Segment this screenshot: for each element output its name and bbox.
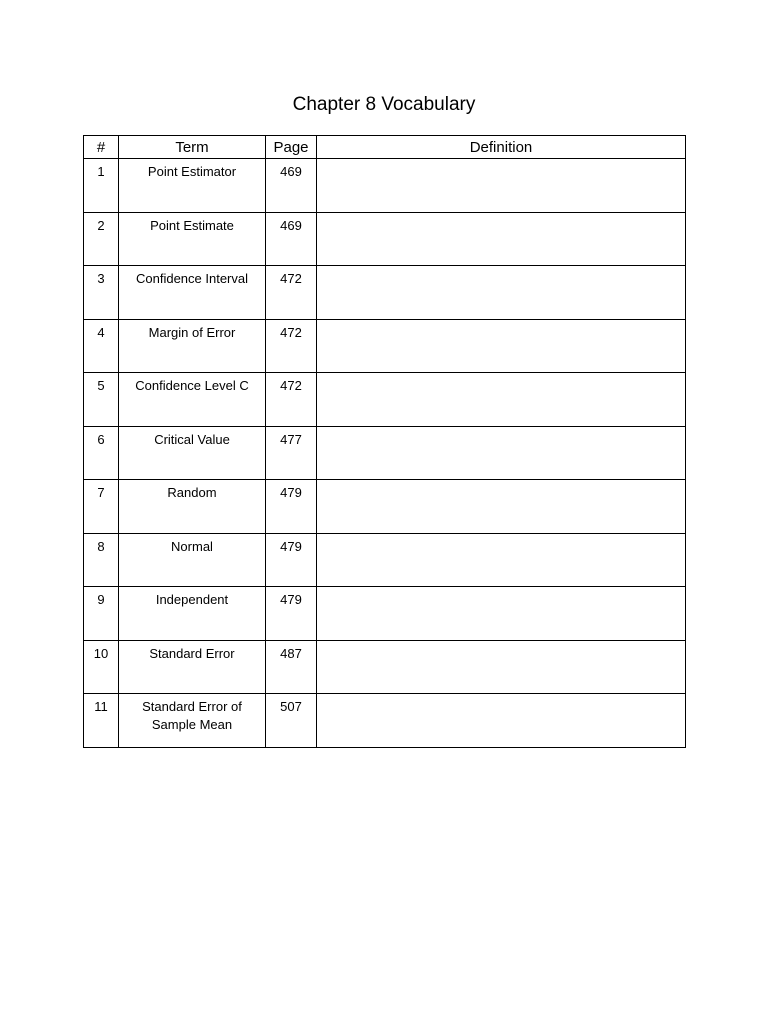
row-definition[interactable] [317, 587, 686, 641]
row-definition[interactable] [317, 694, 686, 748]
row-term: Point Estimate [119, 212, 266, 266]
row-term: Random [119, 480, 266, 534]
row-number: 11 [84, 694, 119, 748]
row-page: 479 [266, 587, 317, 641]
page-title: Chapter 8 Vocabulary [292, 94, 476, 115]
table-row [84, 373, 686, 427]
row-number: 5 [84, 373, 119, 427]
row-definition[interactable] [317, 373, 686, 427]
table-row [84, 426, 686, 480]
column-header-number: # [84, 136, 119, 159]
row-definition[interactable] [317, 212, 686, 266]
row-number: 1 [84, 159, 119, 213]
column-header-page: Page [266, 136, 317, 159]
row-page: 469 [266, 159, 317, 213]
row-term: Independent [119, 587, 266, 641]
table-row [84, 694, 686, 748]
row-term: Confidence Interval [119, 266, 266, 320]
table-row [84, 212, 686, 266]
row-number: 4 [84, 319, 119, 373]
row-number: 6 [84, 426, 119, 480]
row-term: Standard Error of Sample Mean [119, 694, 266, 748]
row-page: 507 [266, 694, 317, 748]
row-page: 477 [266, 426, 317, 480]
row-number: 8 [84, 533, 119, 587]
row-definition[interactable] [317, 319, 686, 373]
column-header-definition: Definition [317, 136, 686, 159]
table-row [84, 319, 686, 373]
row-number: 3 [84, 266, 119, 320]
row-page: 487 [266, 640, 317, 694]
row-term: Point Estimator [119, 159, 266, 213]
row-term: Critical Value [119, 426, 266, 480]
table-row [84, 587, 686, 641]
table-row [84, 159, 686, 213]
row-page: 479 [266, 533, 317, 587]
row-definition[interactable] [317, 426, 686, 480]
table-row [84, 533, 686, 587]
row-number: 9 [84, 587, 119, 641]
row-term: Standard Error [119, 640, 266, 694]
row-term: Margin of Error [119, 319, 266, 373]
table-row [84, 480, 686, 534]
table-row [84, 640, 686, 694]
row-definition[interactable] [317, 640, 686, 694]
vocabulary-table [83, 135, 686, 748]
row-number: 10 [84, 640, 119, 694]
row-definition[interactable] [317, 159, 686, 213]
row-page: 469 [266, 212, 317, 266]
table-header-row [84, 136, 686, 159]
column-header-term: Term [119, 136, 266, 159]
row-page: 479 [266, 480, 317, 534]
row-number: 7 [84, 480, 119, 534]
row-page: 472 [266, 319, 317, 373]
row-term: Normal [119, 533, 266, 587]
row-number: 2 [84, 212, 119, 266]
row-definition[interactable] [317, 533, 686, 587]
row-definition[interactable] [317, 266, 686, 320]
table-row [84, 266, 686, 320]
row-term: Confidence Level C [119, 373, 266, 427]
row-definition[interactable] [317, 480, 686, 534]
row-page: 472 [266, 266, 317, 320]
row-page: 472 [266, 373, 317, 427]
